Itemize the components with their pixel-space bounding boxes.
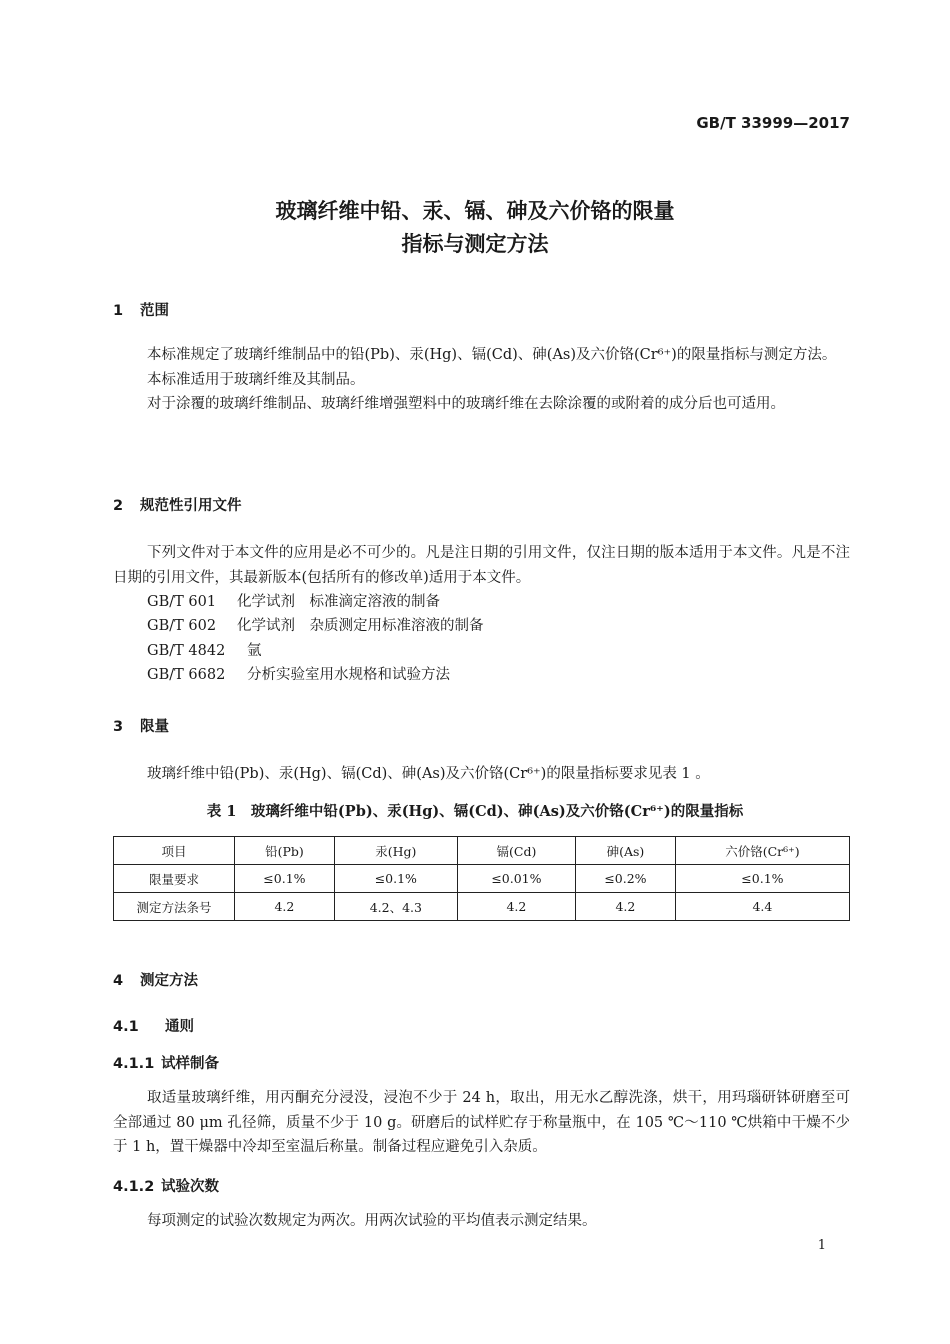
section-number: 4.1 — [113, 1019, 139, 1035]
table-cell: 4.2 — [457, 893, 575, 921]
table-cell: ≤0.2% — [576, 865, 676, 893]
section-4-1-1-body — [113, 1086, 850, 1160]
section-number: 1 — [113, 303, 124, 319]
table-row — [114, 893, 850, 921]
section-4-1-2-body — [113, 1209, 850, 1234]
standard-number: GB/T 33999—2017 — [696, 114, 850, 132]
section-number: 2 — [113, 498, 124, 514]
section-1-heading — [113, 299, 169, 320]
section-4-heading — [113, 969, 198, 990]
paragraph: 本标准规定了玻璃纤维制品中的铅(Pb)、汞(Hg)、镉(Cd)、砷(As)及六价铬(Cr⁶⁺)的限量指标与测定方法。 — [147, 347, 837, 363]
paragraph: 对于涂覆的玻璃纤维制品、玻璃纤维增强塑料中的玻璃纤维在去除涂覆的或附着的成分后也可适用。 — [147, 396, 785, 412]
table-header-cell: 镉(Cd) — [457, 837, 575, 865]
reference-code: GB/T 4842 — [147, 643, 226, 659]
reference-title: 化学试剂 杂质测定用标准溶液的制备 — [237, 618, 484, 634]
table-header-cell: 汞(Hg) — [334, 837, 457, 865]
table-header-cell: 项目 — [114, 837, 235, 865]
table-cell: 4.2、4.3 — [334, 893, 457, 921]
paragraph: 取适量玻璃纤维，用丙酮充分浸没，浸泡不少于 24 h，取出，用无水乙醇洗涤，烘干，用玛瑙研钵研磨至可全部通过 80 μm 孔径筛，质量不少于 10 g。研磨后的试样贮存于称量瓶中，在 105 ℃～110 ℃烘箱中干燥不少于 1 h，置干燥器中冷却至室温后称量。制备过程应避免引入杂质。 — [113, 1090, 850, 1155]
section-number: 4 — [113, 973, 124, 989]
table-cell: 限量要求 — [114, 865, 235, 893]
table-cell: ≤0.1% — [235, 865, 335, 893]
reference-item — [147, 614, 484, 635]
section-3-body — [113, 762, 850, 787]
reference-code: GB/T 602 — [147, 618, 217, 634]
table-cell: ≤0.01% — [457, 865, 575, 893]
table-cell: ≤0.1% — [675, 865, 849, 893]
section-4-1-1-heading — [113, 1052, 219, 1073]
reference-title: 氩 — [247, 643, 262, 659]
table-header-row — [114, 837, 850, 865]
section-number: 3 — [113, 719, 124, 735]
section-title: 规范性引用文件 — [140, 498, 242, 514]
section-number: 4.1.1 — [113, 1056, 155, 1072]
table-header-cell: 铅(Pb) — [235, 837, 335, 865]
document-title-line2: 指标与测定方法 — [401, 232, 549, 256]
paragraph: 玻璃纤维中铅(Pb)、汞(Hg)、镉(Cd)、砷(As)及六价铬(Cr⁶⁺)的限量指标要求见表 1 。 — [147, 766, 710, 782]
reference-title: 化学试剂 标准滴定溶液的制备 — [237, 594, 440, 610]
page-number: 1 — [817, 1238, 826, 1253]
section-1-body — [113, 343, 850, 417]
section-number: 4.1.2 — [113, 1179, 155, 1195]
reference-title: 分析实验室用水规格和试验方法 — [247, 667, 450, 683]
paragraph: 下列文件对于本文件的应用是必不可少的。凡是注日期的引用文件，仅注日期的版本适用于本文件。凡是不注日期的引用文件，其最新版本(包括所有的修改单)适用于本文件。 — [113, 545, 850, 586]
section-2-heading — [113, 494, 242, 515]
section-4-1-heading — [113, 1015, 194, 1036]
table-cell: 4.4 — [675, 893, 849, 921]
section-title: 范围 — [140, 303, 169, 319]
section-title: 限量 — [140, 719, 169, 735]
table-row — [114, 865, 850, 893]
section-4-1-2-heading — [113, 1175, 219, 1196]
table-cell: 4.2 — [576, 893, 676, 921]
section-title: 试验次数 — [161, 1179, 219, 1195]
table-header-cell: 砷(As) — [576, 837, 676, 865]
table-caption: 表 1 玻璃纤维中铅(Pb)、汞(Hg)、镉(Cd)、砷(As)及六价铬(Cr⁶⁺)的限量指标 — [206, 803, 744, 820]
reference-item — [147, 639, 262, 660]
reference-code: GB/T 6682 — [147, 667, 226, 683]
section-title: 试样制备 — [161, 1056, 219, 1072]
table-cell: ≤0.1% — [334, 865, 457, 893]
reference-item — [147, 590, 440, 611]
table-header-cell: 六价铬(Cr⁶⁺) — [675, 837, 849, 865]
reference-code: GB/T 601 — [147, 594, 217, 610]
section-3-heading — [113, 715, 169, 736]
section-title: 测定方法 — [140, 973, 198, 989]
limits-table — [113, 836, 850, 921]
table-cell: 4.2 — [235, 893, 335, 921]
section-2-body — [113, 541, 850, 590]
section-title: 通则 — [165, 1019, 194, 1035]
reference-item — [147, 663, 450, 684]
document-title-line1: 玻璃纤维中铅、汞、镉、砷及六价铬的限量 — [275, 199, 675, 223]
paragraph: 每项测定的试验次数规定为两次。用两次试验的平均值表示测定结果。 — [147, 1213, 597, 1229]
paragraph: 本标准适用于玻璃纤维及其制品。 — [147, 371, 365, 388]
table-cell: 测定方法条号 — [114, 893, 235, 921]
